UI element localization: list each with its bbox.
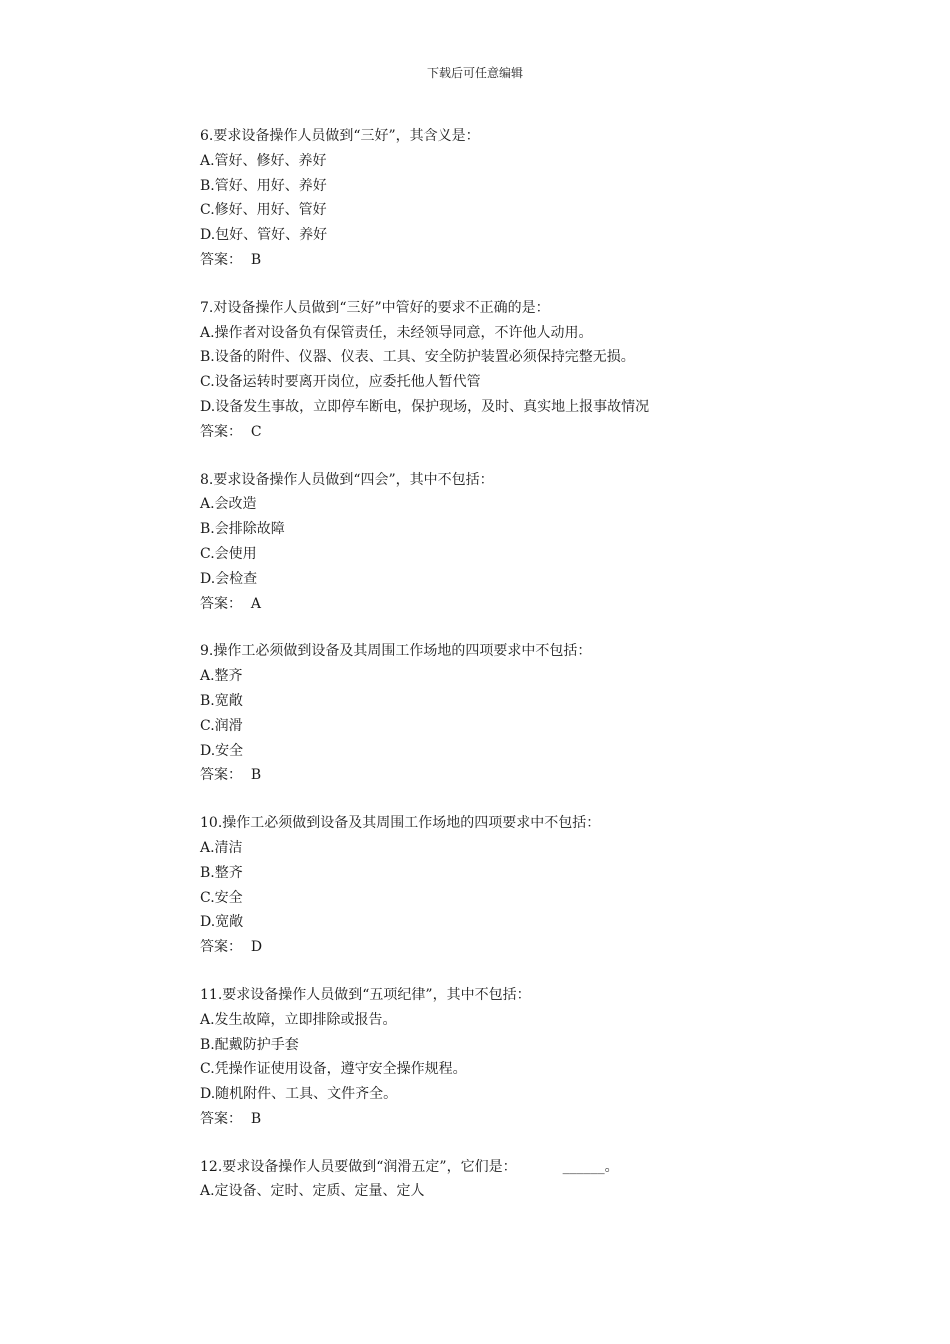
option-c: C.凭操作证使用设备，遵守安全操作规程。	[200, 1061, 467, 1078]
option-a: A.定设备、定时、定质、定量、定人	[200, 1183, 425, 1200]
question-6	[200, 124, 900, 273]
answer-line: 答案： B	[200, 251, 262, 268]
option-c: C.修好、用好、管好	[200, 202, 327, 219]
question-stem: 7.对设备操作人员做到“三好”中管好的要求不正确的是：	[200, 299, 550, 316]
option-a: A.会改造	[200, 496, 257, 513]
option-c: C.设备运转时要离开岗位，应委托他人暂代管	[200, 374, 481, 391]
answer-line: 答案： B	[200, 1110, 262, 1127]
question-stem: 6.要求设备操作人员做到“三好”，其含义是：	[200, 128, 480, 144]
question-12	[200, 1155, 900, 1205]
option-a: A.整齐	[200, 668, 243, 685]
question-11	[200, 983, 900, 1132]
question-9	[200, 639, 900, 788]
question-stem: 10.操作工必须做到设备及其周围工作场地的四项要求中不包括：	[200, 815, 601, 832]
option-a: A.操作者对设备负有保管责任，未经领导同意，不许他人动用。	[200, 324, 593, 341]
option-d: D.安全	[200, 742, 244, 759]
option-d: D.随机附件、工具、文件齐全。	[200, 1086, 398, 1103]
option-d: D.包好、管好、养好	[200, 227, 328, 244]
question-stem: 9.操作工必须做到设备及其周围工作场地的四项要求中不包括：	[200, 643, 592, 660]
answer-line: 答案： D	[200, 939, 263, 956]
option-a: A.清洁	[200, 839, 243, 856]
option-a: A.发生故障，立即排除或报告。	[200, 1011, 397, 1028]
option-d: D.会检查	[200, 570, 258, 587]
question-10	[200, 811, 900, 960]
option-b: B.管好、用好、养好	[200, 177, 327, 194]
question-7	[200, 296, 900, 445]
answer-line: 答案： A	[200, 595, 262, 612]
option-d: D.设备发生事故，立即停车断电，保护现场，及时、真实地上报事故情况	[200, 398, 650, 415]
option-c: C.润滑	[200, 717, 243, 734]
question-list	[200, 124, 900, 1227]
option-c: C.安全	[200, 889, 243, 906]
question-stem: 12.要求设备操作人员要做到“润滑五定”，它们是：	[200, 1158, 517, 1175]
answer-line: 答案： C	[200, 423, 262, 440]
option-b: B.整齐	[200, 864, 243, 881]
answer-line: 答案： B	[200, 767, 262, 784]
option-b: B.宽敞	[200, 692, 243, 709]
option-b: B.配戴防护手套	[200, 1036, 299, 1053]
option-b: B.设备的附件、仪器、仪表、工具、安全防护装置必须保持完整无损。	[200, 349, 635, 366]
question-8	[200, 468, 900, 617]
page-header: 下载后可任意编辑	[426, 66, 523, 80]
question-stem-row	[200, 1155, 900, 1180]
answer-blank: ______。	[562, 1158, 619, 1175]
option-a: A.管好、修好、养好	[200, 152, 327, 169]
option-d: D.宽敞	[200, 914, 244, 931]
option-c: C.会使用	[200, 545, 257, 562]
question-stem: 11.要求设备操作人员做到“五项纪律”，其中不包括：	[200, 986, 531, 1003]
question-stem: 8.要求设备操作人员做到“四会”，其中不包括：	[200, 471, 494, 488]
option-b: B.会排除故障	[200, 521, 285, 538]
